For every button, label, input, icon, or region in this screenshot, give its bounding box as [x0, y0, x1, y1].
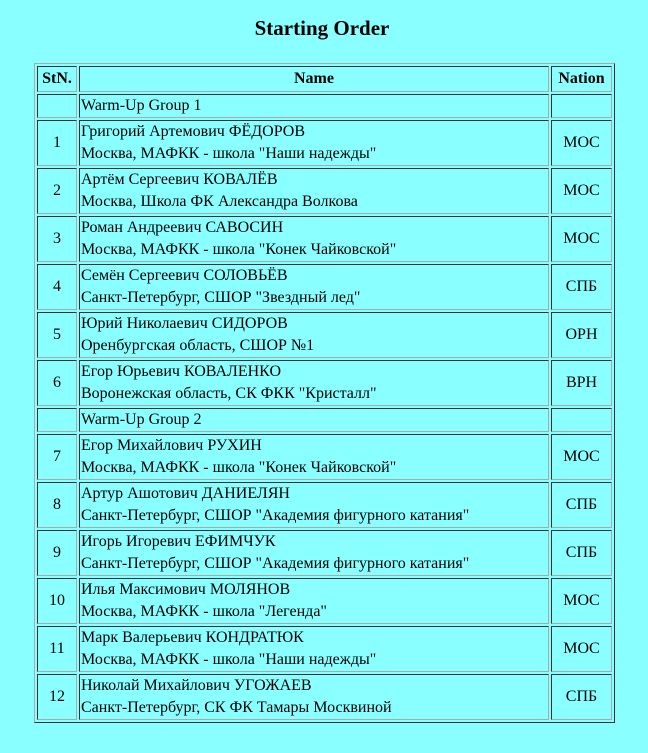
- club-name: Санкт-Петербург, СШОР "Звездный лед": [81, 289, 361, 306]
- starting-number: 5: [37, 312, 77, 358]
- skater-name-cell: [79, 578, 549, 624]
- club-name: Москва, МАФКК - школа "Наши надежды": [81, 651, 377, 668]
- column-header-name: Name: [79, 66, 549, 92]
- skater-name-cell: [79, 482, 549, 528]
- starting-number: 2: [37, 168, 77, 214]
- starting-number: 1: [37, 120, 77, 166]
- nation-code: СПБ: [551, 482, 612, 528]
- skater-name-cell: [79, 264, 549, 310]
- athlete-name: Марк Валерьевич КОНДРАТЮК: [81, 629, 304, 646]
- athlete-name: Николай Михайлович УГОЖАЕВ: [81, 677, 312, 694]
- athlete-name: Семён Сергеевич СОЛОВЬЁВ: [81, 267, 288, 284]
- starting-number: 4: [37, 264, 77, 310]
- table-row: [37, 626, 612, 672]
- club-name: Москва, МАФКК - школа "Легенда": [81, 603, 327, 620]
- starting-number: 3: [37, 216, 77, 262]
- skater-name-cell: [79, 434, 549, 480]
- skater-name-cell: [79, 626, 549, 672]
- column-header-stn: StN.: [37, 66, 77, 92]
- nation-code: СПБ: [551, 264, 612, 310]
- starting-number: 10: [37, 578, 77, 624]
- table-row: [37, 216, 612, 262]
- group-empty-cell: [37, 408, 77, 432]
- athlete-name: Егор Юрьевич КОВАЛЕНКО: [81, 363, 281, 380]
- table-row: [37, 578, 612, 624]
- skater-name-cell: [79, 360, 549, 406]
- club-name: Москва, МАФКК - школа "Конек Чайковской": [81, 241, 397, 258]
- skater-name-cell: [79, 216, 549, 262]
- athlete-name: Артём Сергеевич КОВАЛЁВ: [81, 171, 278, 188]
- table-row: [37, 264, 612, 310]
- nation-code: MOC: [551, 168, 612, 214]
- nation-code: BPH: [551, 360, 612, 406]
- club-name: Москва, Школа ФК Александра Волкова: [81, 193, 358, 210]
- nation-code: MOC: [551, 434, 612, 480]
- athlete-name: Игорь Игоревич ЕФИМЧУК: [81, 533, 276, 550]
- skater-name-cell: [79, 120, 549, 166]
- group-empty-cell: [551, 94, 612, 118]
- page-title: Starting Order: [254, 16, 390, 40]
- warm-up-group-row: [37, 94, 612, 118]
- group-empty-cell: [37, 94, 77, 118]
- skater-name-cell: [79, 530, 549, 576]
- column-header-nation: Nation: [551, 66, 612, 92]
- nation-code: СПБ: [551, 674, 612, 720]
- athlete-name: Юрий Николаевич СИДОРОВ: [81, 315, 288, 332]
- nation-code: MOC: [551, 120, 612, 166]
- nation-code: MOC: [551, 578, 612, 624]
- skater-name-cell: [79, 168, 549, 214]
- athlete-name: Илья Максимович МОЛЯНОВ: [81, 581, 291, 598]
- club-name: Санкт-Петербург, СК ФК Тамары Москвиной: [81, 699, 392, 716]
- group-empty-cell: [551, 408, 612, 432]
- starting-number: 8: [37, 482, 77, 528]
- table-row: [37, 482, 612, 528]
- athlete-name: Роман Андреевич САВОСИН: [81, 219, 284, 236]
- table-row: [37, 530, 612, 576]
- table-row: [37, 312, 612, 358]
- starting-number: 7: [37, 434, 77, 480]
- club-name: Оренбургская область, СШОР №1: [81, 337, 315, 354]
- club-name: Воронежская область, СК ФКК "Кристалл": [81, 385, 377, 402]
- table-row: [37, 674, 612, 720]
- table-row: [37, 360, 612, 406]
- starting-number: 12: [37, 674, 77, 720]
- skater-name-cell: [79, 312, 549, 358]
- club-name: Санкт-Петербург, СШОР "Академия фигурного катания": [81, 555, 470, 572]
- warm-up-group-label: Warm-Up Group 1: [79, 94, 549, 118]
- warm-up-group-row: [37, 408, 612, 432]
- club-name: Санкт-Петербург, СШОР "Академия фигурного катания": [81, 507, 470, 524]
- starting-number: 11: [37, 626, 77, 672]
- table-row: [37, 168, 612, 214]
- club-name: Москва, МАФКК - школа "Наши надежды": [81, 145, 377, 162]
- nation-code: MOC: [551, 626, 612, 672]
- athlete-name: Григорий Артемович ФЁДОРОВ: [81, 123, 306, 140]
- athlete-name: Артур Ашотович ДАНИЕЛЯН: [81, 485, 290, 502]
- starting-order-table: [34, 63, 615, 723]
- table-row: [37, 120, 612, 166]
- nation-code: OPH: [551, 312, 612, 358]
- warm-up-group-label: Warm-Up Group 2: [79, 408, 549, 432]
- club-name: Москва, МАФКК - школа "Конек Чайковской": [81, 459, 397, 476]
- athlete-name: Егор Михайлович РУХИН: [81, 437, 262, 454]
- table-body: [37, 94, 612, 720]
- nation-code: СПБ: [551, 530, 612, 576]
- table-row: [37, 434, 612, 480]
- table-header-row: [37, 66, 612, 92]
- skater-name-cell: [79, 674, 549, 720]
- nation-code: MOC: [551, 216, 612, 262]
- starting-number: 9: [37, 530, 77, 576]
- starting-number: 6: [37, 360, 77, 406]
